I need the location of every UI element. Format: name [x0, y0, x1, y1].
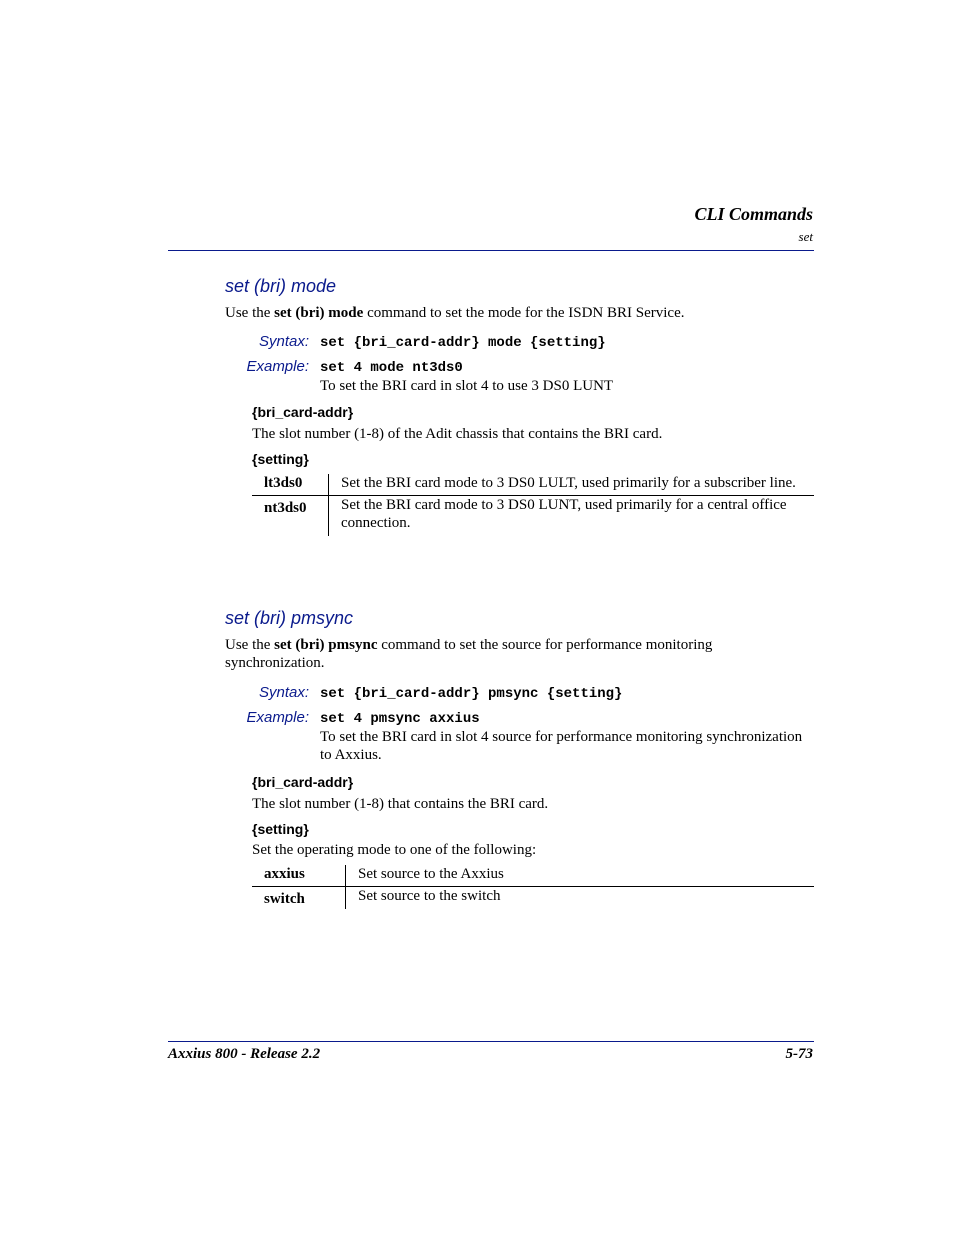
- option-key: axxius: [252, 865, 346, 887]
- param-desc-bri-card-addr: The slot number (1-8) of the Adit chassis that contains the BRI card.: [252, 426, 663, 442]
- option-desc: Set the BRI card mode to 3 DS0 LULT, used primarily for a subscriber line.: [329, 474, 815, 496]
- footer-rule: [168, 1041, 814, 1042]
- param-bri-card-addr: {bri_card-addr}: [252, 774, 354, 790]
- example-mode: set 4 mode nt3ds0: [320, 360, 463, 376]
- intro-mode: Use the set (bri) mode command to set the mode for the ISDN BRI Service.: [225, 305, 685, 321]
- example-desc-pmsync: To set the BRI card in slot 4 source for performance monitoring synchronization to Axxius.: [320, 729, 803, 763]
- param-desc-setting: Set the operating mode to one of the following:: [252, 842, 537, 858]
- table-row: [252, 887, 814, 910]
- option-desc: Set source to the switch: [346, 887, 815, 910]
- example-pmsync: set 4 pmsync axxius: [320, 711, 480, 727]
- param-setting: {setting}: [252, 451, 309, 467]
- param-desc-bri-card-addr: The slot number (1-8) that contains the BRI card.: [252, 796, 549, 812]
- options-table-pmsync: [252, 865, 814, 909]
- option-key: switch: [264, 891, 305, 907]
- footer-title: Axxius 800 - Release 2.2: [168, 1046, 321, 1062]
- chapter-title: CLI Commands: [694, 204, 813, 224]
- option-key: lt3ds0: [252, 474, 329, 496]
- page-number: 5-73: [785, 1046, 813, 1062]
- table-row: [252, 474, 814, 496]
- section-heading-mode: set (bri) mode: [225, 276, 337, 296]
- syntax-label: Syntax:: [258, 333, 309, 350]
- param-bri-card-addr: {bri_card-addr}: [252, 404, 354, 420]
- option-key: nt3ds0: [264, 500, 307, 516]
- table-row: [252, 865, 814, 887]
- section-heading-pmsync: set (bri) pmsync: [225, 608, 354, 628]
- header-rule: [168, 250, 814, 251]
- intro-pmsync: Use the set (bri) pmsync command to set the source for performance monitoring synchronization.: [225, 637, 713, 671]
- table-row: [252, 496, 814, 537]
- example-label: Example:: [246, 709, 309, 726]
- option-desc: Set source to the Axxius: [346, 865, 815, 887]
- example-desc-mode: To set the BRI card in slot 4 to use 3 DS0 LUNT: [320, 378, 614, 394]
- param-setting: {setting}: [252, 821, 309, 837]
- syntax-pmsync: set {bri_card-addr} pmsync {setting}: [320, 686, 623, 702]
- example-label: Example:: [246, 358, 309, 375]
- syntax-mode: set {bri_card-addr} mode {setting}: [320, 335, 606, 351]
- options-table-mode: [252, 474, 814, 536]
- section-name: set: [798, 229, 813, 244]
- option-desc: Set the BRI card mode to 3 DS0 LUNT, used primarily for a central office connection.: [329, 496, 815, 537]
- syntax-label: Syntax:: [258, 684, 309, 701]
